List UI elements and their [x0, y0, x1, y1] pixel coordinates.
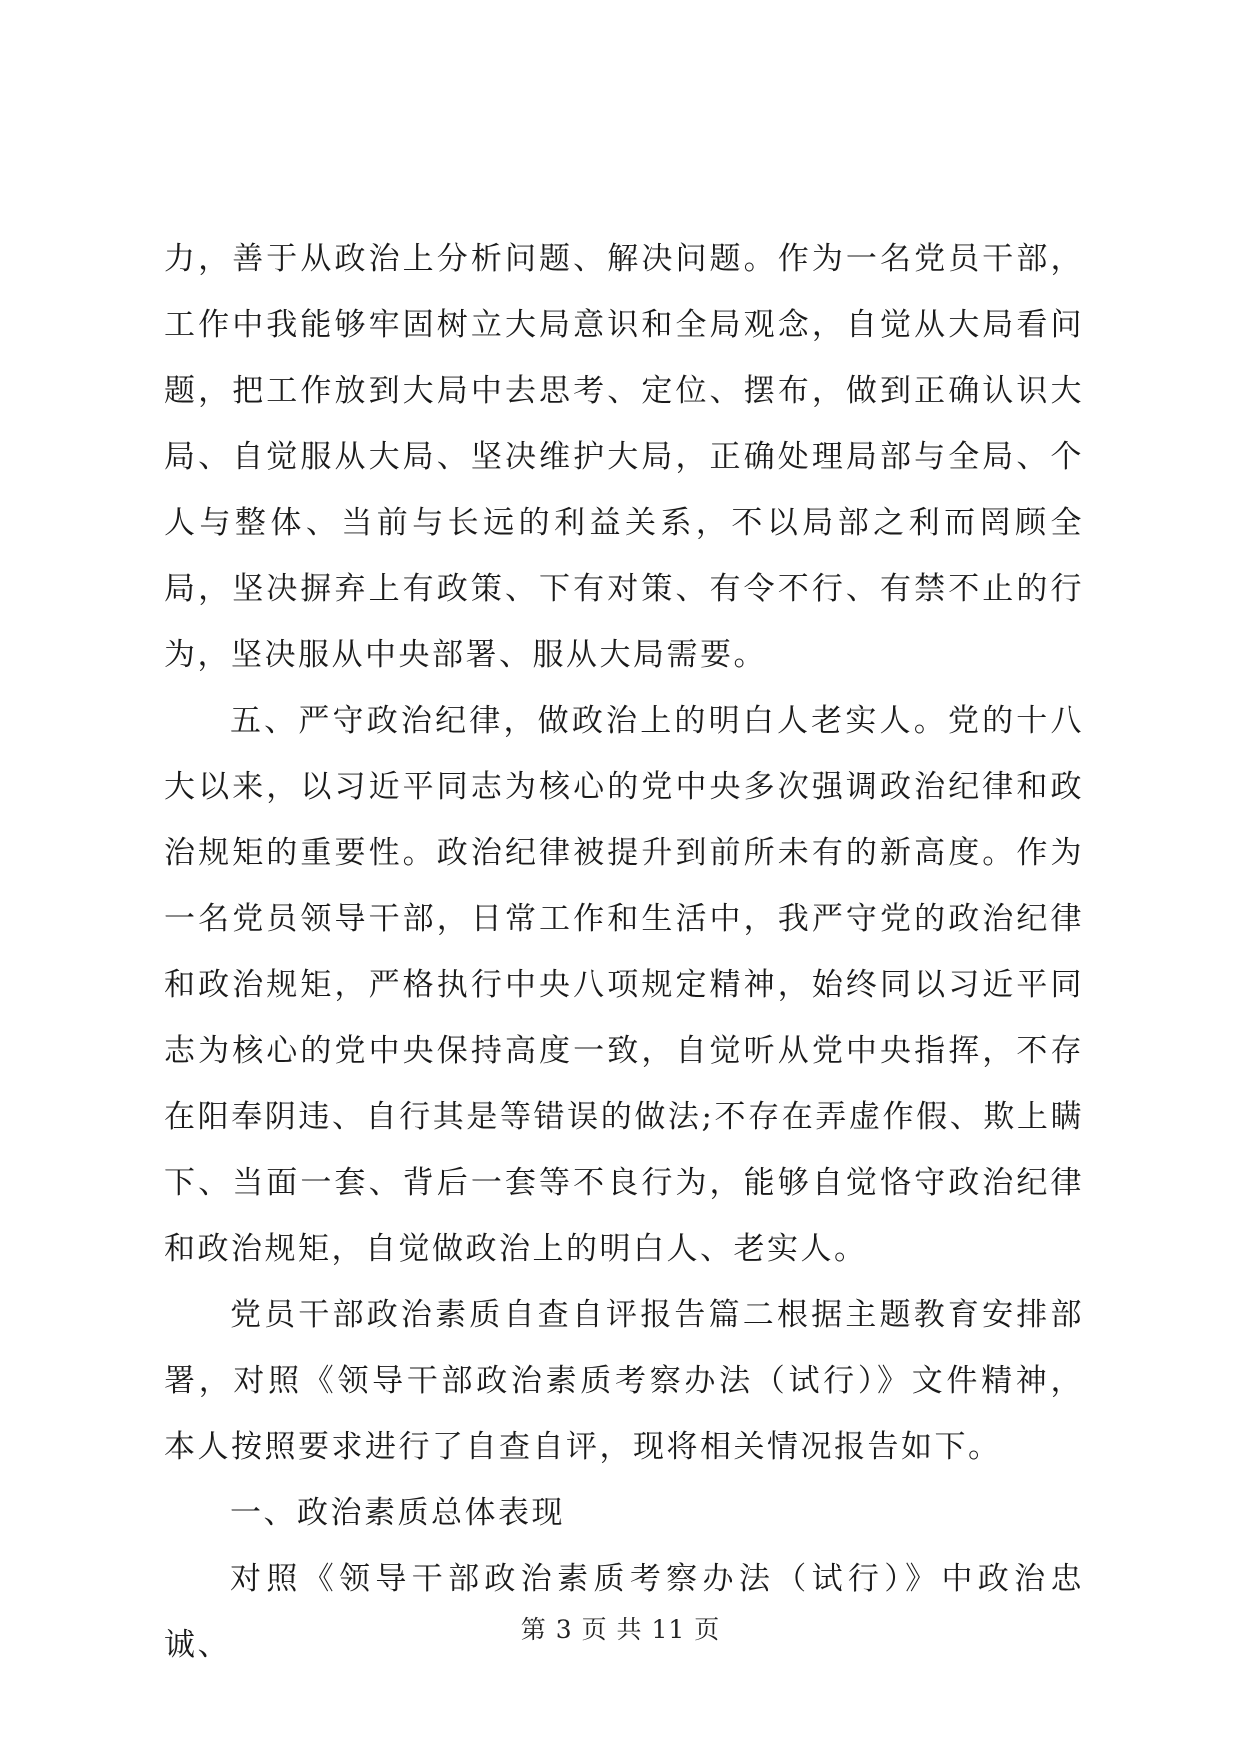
body-text	[164, 226, 1084, 1678]
heading-political-quality-overall: 一、政治素质总体表现	[230, 1495, 565, 1531]
paragraph-compare: 对照《领导干部政治素质考察办法（试行）》中政治忠诚、	[164, 1561, 1084, 1663]
paragraph-continuation: 力，善于从政治上分析问题、解决问题。作为一名党员干部，工作中我能够牢固树立大局意识和全局观念，自觉从大局看问题，把工作放到大局中去思考、定位、摆布，做到正确认识大局、自觉服从大局、坚决维护大局，正确处理局部与全局、个人与整体、当前与长远的利益关系，不以局部之利而罔顾全局，坚决摒弃上有政策、下有对策、有令不行、有禁不止的行为，坚决服从中央部署、服从大局需要。	[164, 241, 1084, 673]
paragraph-section-five: 五、严守政治纪律，做政治上的明白人老实人。党的十八大以来，以习近平同志为核心的党中央多次强调政治纪律和政治规矩的重要性。政治纪律被提升到前所未有的新高度。作为一名党员领导干部，日常工作和生活中，我严守党的政治纪律和政治规矩，严格执行中央八项规定精神，始终同以习近平同志为核心的党中央保持高度一致，自觉听从党中央指挥，不存在阳奉阴违、自行其是等错误的做法;不存在弄虚作假、欺上瞒下、当面一套、背后一套等不良行为，能够自觉恪守政治纪律和政治规矩，自觉做政治上的明白人、老实人。	[164, 703, 1084, 1267]
paragraph-report-two-intro: 党员干部政治素质自查自评报告篇二根据主题教育安排部署，对照《领导干部政治素质考察办法（试行）》文件精神，本人按照要求进行了自查自评，现将相关情况报告如下。	[164, 1297, 1084, 1465]
page-number-footer: 第 3 页 共 11 页	[520, 1615, 721, 1644]
